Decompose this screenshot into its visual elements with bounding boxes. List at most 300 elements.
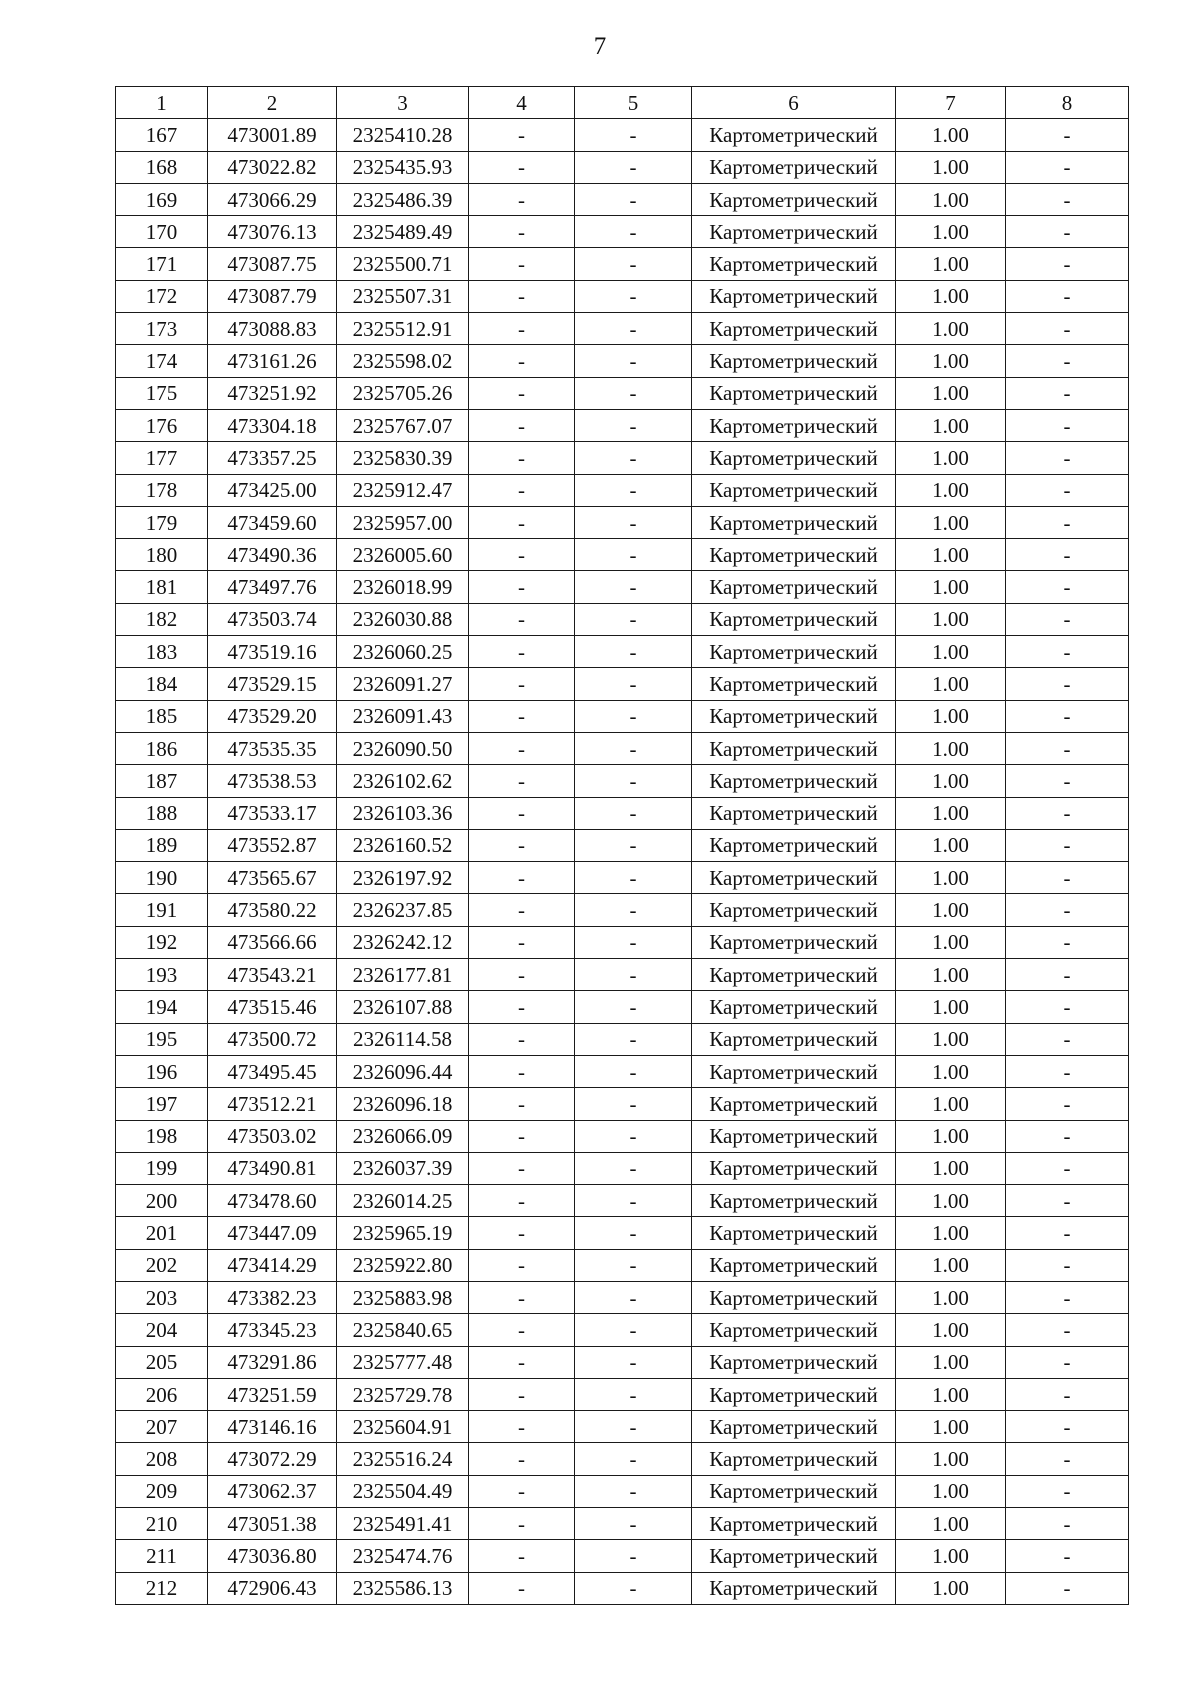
- col-5-cell: -: [575, 991, 692, 1023]
- accuracy-cell: 1.00: [896, 539, 1006, 571]
- method-cell: Картометрический: [692, 1120, 896, 1152]
- col-8-cell: -: [1006, 1314, 1129, 1346]
- col-4-cell: -: [469, 829, 575, 861]
- x-coordinate-cell: 473497.76: [208, 571, 337, 603]
- col-4-cell: -: [469, 119, 575, 151]
- method-cell: Картометрический: [692, 442, 896, 474]
- col-5-cell: -: [575, 1088, 692, 1120]
- col-8-cell: -: [1006, 216, 1129, 248]
- col-5-cell: -: [575, 959, 692, 991]
- x-coordinate-cell: 473533.17: [208, 797, 337, 829]
- col-5-cell: -: [575, 1023, 692, 1055]
- col-8-cell: -: [1006, 1411, 1129, 1443]
- col-4-cell: -: [469, 1411, 575, 1443]
- col-4-cell: -: [469, 1508, 575, 1540]
- y-coordinate-cell: 2326091.43: [337, 700, 469, 732]
- accuracy-cell: 1.00: [896, 862, 1006, 894]
- x-coordinate-cell: 473552.87: [208, 829, 337, 861]
- col-5-cell: -: [575, 442, 692, 474]
- accuracy-cell: 1.00: [896, 1378, 1006, 1410]
- accuracy-cell: 1.00: [896, 636, 1006, 668]
- accuracy-cell: 1.00: [896, 1572, 1006, 1604]
- x-coordinate-cell: 473447.09: [208, 1217, 337, 1249]
- col-8-cell: -: [1006, 1443, 1129, 1475]
- x-coordinate-cell: 473051.38: [208, 1508, 337, 1540]
- x-coordinate-cell: 473251.92: [208, 377, 337, 409]
- accuracy-cell: 1.00: [896, 280, 1006, 312]
- point-number-cell: 190: [116, 862, 208, 894]
- point-number-cell: 167: [116, 119, 208, 151]
- table-row: [116, 765, 1129, 797]
- y-coordinate-cell: 2325957.00: [337, 506, 469, 538]
- x-coordinate-cell: 473519.16: [208, 636, 337, 668]
- table-row: [116, 216, 1129, 248]
- col-4-cell: -: [469, 442, 575, 474]
- method-cell: Картометрический: [692, 1540, 896, 1572]
- x-coordinate-cell: 473580.22: [208, 894, 337, 926]
- col-4-cell: -: [469, 216, 575, 248]
- col-8-cell: -: [1006, 1023, 1129, 1055]
- col-4-cell: -: [469, 1088, 575, 1120]
- y-coordinate-cell: 2325504.49: [337, 1475, 469, 1507]
- x-coordinate-cell: 473072.29: [208, 1443, 337, 1475]
- col-4-cell: -: [469, 1023, 575, 1055]
- col-8-cell: -: [1006, 1508, 1129, 1540]
- point-number-cell: 210: [116, 1508, 208, 1540]
- col-4-cell: -: [469, 1249, 575, 1281]
- x-coordinate-cell: 472906.43: [208, 1572, 337, 1604]
- x-coordinate-cell: 473566.66: [208, 926, 337, 958]
- col-4-cell: -: [469, 474, 575, 506]
- accuracy-cell: 1.00: [896, 409, 1006, 441]
- accuracy-cell: 1.00: [896, 700, 1006, 732]
- col-8-cell: -: [1006, 1572, 1129, 1604]
- col-5-cell: -: [575, 409, 692, 441]
- y-coordinate-cell: 2326103.36: [337, 797, 469, 829]
- point-number-cell: 173: [116, 313, 208, 345]
- table-row: [116, 474, 1129, 506]
- x-coordinate-cell: 473304.18: [208, 409, 337, 441]
- accuracy-cell: 1.00: [896, 765, 1006, 797]
- x-coordinate-cell: 473251.59: [208, 1378, 337, 1410]
- point-number-cell: 194: [116, 991, 208, 1023]
- col-5-cell: -: [575, 1120, 692, 1152]
- table-row: [116, 280, 1129, 312]
- table-row: [116, 1281, 1129, 1313]
- col-4-cell: -: [469, 959, 575, 991]
- col-5-cell: -: [575, 345, 692, 377]
- y-coordinate-cell: 2326060.25: [337, 636, 469, 668]
- table-row: [116, 1475, 1129, 1507]
- y-coordinate-cell: 2325598.02: [337, 345, 469, 377]
- method-cell: Картометрический: [692, 183, 896, 215]
- table-row: [116, 959, 1129, 991]
- table-row: [116, 1314, 1129, 1346]
- col-5-cell: -: [575, 1411, 692, 1443]
- col-8-cell: -: [1006, 862, 1129, 894]
- col-8-cell: -: [1006, 732, 1129, 764]
- col-4-cell: -: [469, 636, 575, 668]
- table-body: [116, 119, 1129, 1605]
- table-row: [116, 539, 1129, 571]
- y-coordinate-cell: 2325586.13: [337, 1572, 469, 1604]
- col-4-cell: -: [469, 1378, 575, 1410]
- table-row: [116, 409, 1129, 441]
- point-number-cell: 181: [116, 571, 208, 603]
- col-8-cell: -: [1006, 1120, 1129, 1152]
- point-number-cell: 189: [116, 829, 208, 861]
- col-8-cell: -: [1006, 959, 1129, 991]
- col-5-cell: -: [575, 1152, 692, 1184]
- x-coordinate-cell: 473345.23: [208, 1314, 337, 1346]
- table-row: [116, 668, 1129, 700]
- col-4-cell: -: [469, 991, 575, 1023]
- y-coordinate-cell: 2326107.88: [337, 991, 469, 1023]
- accuracy-cell: 1.00: [896, 1314, 1006, 1346]
- col-5-cell: -: [575, 539, 692, 571]
- accuracy-cell: 1.00: [896, 829, 1006, 861]
- x-coordinate-cell: 473535.35: [208, 732, 337, 764]
- method-cell: Картометрический: [692, 1572, 896, 1604]
- col-4-cell: -: [469, 1217, 575, 1249]
- point-number-cell: 207: [116, 1411, 208, 1443]
- accuracy-cell: 1.00: [896, 1346, 1006, 1378]
- method-cell: Картометрический: [692, 862, 896, 894]
- table-row: [116, 1540, 1129, 1572]
- col-4-cell: -: [469, 183, 575, 215]
- x-coordinate-cell: 473538.53: [208, 765, 337, 797]
- col-4-cell: -: [469, 1540, 575, 1572]
- header-cell-4: 4: [469, 87, 575, 119]
- col-8-cell: -: [1006, 151, 1129, 183]
- x-coordinate-cell: 473515.46: [208, 991, 337, 1023]
- y-coordinate-cell: 2326037.39: [337, 1152, 469, 1184]
- accuracy-cell: 1.00: [896, 506, 1006, 538]
- point-number-cell: 193: [116, 959, 208, 991]
- x-coordinate-cell: 473076.13: [208, 216, 337, 248]
- x-coordinate-cell: 473414.29: [208, 1249, 337, 1281]
- accuracy-cell: 1.00: [896, 1088, 1006, 1120]
- y-coordinate-cell: 2325912.47: [337, 474, 469, 506]
- method-cell: Картометрический: [692, 409, 896, 441]
- method-cell: Картометрический: [692, 248, 896, 280]
- accuracy-cell: 1.00: [896, 248, 1006, 280]
- point-number-cell: 175: [116, 377, 208, 409]
- point-number-cell: 191: [116, 894, 208, 926]
- accuracy-cell: 1.00: [896, 894, 1006, 926]
- col-8-cell: -: [1006, 926, 1129, 958]
- point-number-cell: 179: [116, 506, 208, 538]
- x-coordinate-cell: 473036.80: [208, 1540, 337, 1572]
- col-5-cell: -: [575, 248, 692, 280]
- table-row: [116, 636, 1129, 668]
- table-row: [116, 313, 1129, 345]
- y-coordinate-cell: 2325767.07: [337, 409, 469, 441]
- accuracy-cell: 1.00: [896, 1540, 1006, 1572]
- table-row: [116, 1217, 1129, 1249]
- header-cell-2: 2: [208, 87, 337, 119]
- point-number-cell: 208: [116, 1443, 208, 1475]
- col-4-cell: -: [469, 1572, 575, 1604]
- y-coordinate-cell: 2325830.39: [337, 442, 469, 474]
- table-row: [116, 183, 1129, 215]
- col-8-cell: -: [1006, 1378, 1129, 1410]
- point-number-cell: 201: [116, 1217, 208, 1249]
- table-row: [116, 797, 1129, 829]
- point-number-cell: 174: [116, 345, 208, 377]
- method-cell: Картометрический: [692, 991, 896, 1023]
- col-8-cell: -: [1006, 636, 1129, 668]
- col-8-cell: -: [1006, 539, 1129, 571]
- x-coordinate-cell: 473529.15: [208, 668, 337, 700]
- method-cell: Картометрический: [692, 700, 896, 732]
- accuracy-cell: 1.00: [896, 1055, 1006, 1087]
- x-coordinate-cell: 473088.83: [208, 313, 337, 345]
- col-4-cell: -: [469, 926, 575, 958]
- col-8-cell: -: [1006, 1249, 1129, 1281]
- method-cell: Картометрический: [692, 636, 896, 668]
- point-number-cell: 188: [116, 797, 208, 829]
- x-coordinate-cell: 473001.89: [208, 119, 337, 151]
- y-coordinate-cell: 2325922.80: [337, 1249, 469, 1281]
- table-row: [116, 1120, 1129, 1152]
- col-4-cell: -: [469, 765, 575, 797]
- y-coordinate-cell: 2325883.98: [337, 1281, 469, 1313]
- page-number: 7: [593, 33, 607, 60]
- col-4-cell: -: [469, 280, 575, 312]
- y-coordinate-cell: 2326177.81: [337, 959, 469, 991]
- col-8-cell: -: [1006, 1475, 1129, 1507]
- col-5-cell: -: [575, 216, 692, 248]
- col-8-cell: -: [1006, 765, 1129, 797]
- accuracy-cell: 1.00: [896, 345, 1006, 377]
- col-5-cell: -: [575, 829, 692, 861]
- point-number-cell: 200: [116, 1185, 208, 1217]
- table-row: [116, 1023, 1129, 1055]
- col-8-cell: -: [1006, 280, 1129, 312]
- y-coordinate-cell: 2326018.99: [337, 571, 469, 603]
- col-5-cell: -: [575, 571, 692, 603]
- table-row: [116, 506, 1129, 538]
- y-coordinate-cell: 2326090.50: [337, 732, 469, 764]
- point-number-cell: 199: [116, 1152, 208, 1184]
- point-number-cell: 204: [116, 1314, 208, 1346]
- col-4-cell: -: [469, 1185, 575, 1217]
- method-cell: Картометрический: [692, 765, 896, 797]
- point-number-cell: 196: [116, 1055, 208, 1087]
- point-number-cell: 170: [116, 216, 208, 248]
- x-coordinate-cell: 473512.21: [208, 1088, 337, 1120]
- col-4-cell: -: [469, 797, 575, 829]
- col-5-cell: -: [575, 603, 692, 635]
- x-coordinate-cell: 473490.36: [208, 539, 337, 571]
- col-4-cell: -: [469, 151, 575, 183]
- x-coordinate-cell: 473062.37: [208, 1475, 337, 1507]
- x-coordinate-cell: 473087.75: [208, 248, 337, 280]
- col-5-cell: -: [575, 1475, 692, 1507]
- y-coordinate-cell: 2325507.31: [337, 280, 469, 312]
- table-row: [116, 151, 1129, 183]
- point-number-cell: 202: [116, 1249, 208, 1281]
- y-coordinate-cell: 2326114.58: [337, 1023, 469, 1055]
- col-4-cell: -: [469, 1152, 575, 1184]
- y-coordinate-cell: 2326160.52: [337, 829, 469, 861]
- x-coordinate-cell: 473146.16: [208, 1411, 337, 1443]
- col-5-cell: -: [575, 474, 692, 506]
- method-cell: Картометрический: [692, 1314, 896, 1346]
- y-coordinate-cell: 2325410.28: [337, 119, 469, 151]
- col-5-cell: -: [575, 1378, 692, 1410]
- col-4-cell: -: [469, 377, 575, 409]
- method-cell: Картометрический: [692, 280, 896, 312]
- accuracy-cell: 1.00: [896, 1443, 1006, 1475]
- method-cell: Картометрический: [692, 345, 896, 377]
- col-5-cell: -: [575, 183, 692, 215]
- method-cell: Картометрический: [692, 959, 896, 991]
- col-8-cell: -: [1006, 506, 1129, 538]
- accuracy-cell: 1.00: [896, 474, 1006, 506]
- table-row: [116, 571, 1129, 603]
- x-coordinate-cell: 473459.60: [208, 506, 337, 538]
- col-5-cell: -: [575, 506, 692, 538]
- method-cell: Картометрический: [692, 1185, 896, 1217]
- method-cell: Картометрический: [692, 603, 896, 635]
- col-5-cell: -: [575, 926, 692, 958]
- col-5-cell: -: [575, 894, 692, 926]
- y-coordinate-cell: 2326066.09: [337, 1120, 469, 1152]
- point-number-cell: 168: [116, 151, 208, 183]
- point-number-cell: 182: [116, 603, 208, 635]
- point-number-cell: 171: [116, 248, 208, 280]
- point-number-cell: 209: [116, 1475, 208, 1507]
- table-row: [116, 442, 1129, 474]
- header-cell-7: 7: [896, 87, 1006, 119]
- method-cell: Картометрический: [692, 1346, 896, 1378]
- point-number-cell: 172: [116, 280, 208, 312]
- x-coordinate-cell: 473495.45: [208, 1055, 337, 1087]
- method-cell: Картометрический: [692, 377, 896, 409]
- y-coordinate-cell: 2325705.26: [337, 377, 469, 409]
- point-number-cell: 197: [116, 1088, 208, 1120]
- method-cell: Картометрический: [692, 119, 896, 151]
- col-5-cell: -: [575, 862, 692, 894]
- table-row: [116, 1185, 1129, 1217]
- y-coordinate-cell: 2325512.91: [337, 313, 469, 345]
- y-coordinate-cell: 2325500.71: [337, 248, 469, 280]
- col-8-cell: -: [1006, 991, 1129, 1023]
- col-8-cell: -: [1006, 409, 1129, 441]
- col-5-cell: -: [575, 732, 692, 764]
- method-cell: Картометрический: [692, 1152, 896, 1184]
- accuracy-cell: 1.00: [896, 1411, 1006, 1443]
- accuracy-cell: 1.00: [896, 926, 1006, 958]
- x-coordinate-cell: 473503.74: [208, 603, 337, 635]
- y-coordinate-cell: 2325474.76: [337, 1540, 469, 1572]
- col-5-cell: -: [575, 151, 692, 183]
- table-row: [116, 1055, 1129, 1087]
- method-cell: Картометрический: [692, 539, 896, 571]
- point-number-cell: 192: [116, 926, 208, 958]
- table-row: [116, 991, 1129, 1023]
- x-coordinate-cell: 473490.81: [208, 1152, 337, 1184]
- accuracy-cell: 1.00: [896, 183, 1006, 215]
- coordinates-table: [115, 86, 1129, 1605]
- y-coordinate-cell: 2325435.93: [337, 151, 469, 183]
- accuracy-cell: 1.00: [896, 1508, 1006, 1540]
- accuracy-cell: 1.00: [896, 1152, 1006, 1184]
- method-cell: Картометрический: [692, 151, 896, 183]
- method-cell: Картометрический: [692, 668, 896, 700]
- col-5-cell: -: [575, 1508, 692, 1540]
- accuracy-cell: 1.00: [896, 1185, 1006, 1217]
- x-coordinate-cell: 473425.00: [208, 474, 337, 506]
- col-8-cell: -: [1006, 1281, 1129, 1313]
- point-number-cell: 178: [116, 474, 208, 506]
- point-number-cell: 203: [116, 1281, 208, 1313]
- method-cell: Картометрический: [692, 1055, 896, 1087]
- accuracy-cell: 1.00: [896, 603, 1006, 635]
- y-coordinate-cell: 2325604.91: [337, 1411, 469, 1443]
- method-cell: Картометрический: [692, 1249, 896, 1281]
- accuracy-cell: 1.00: [896, 571, 1006, 603]
- point-number-cell: 185: [116, 700, 208, 732]
- method-cell: Картометрический: [692, 1443, 896, 1475]
- col-8-cell: -: [1006, 183, 1129, 215]
- col-8-cell: -: [1006, 1055, 1129, 1087]
- method-cell: Картометрический: [692, 474, 896, 506]
- col-5-cell: -: [575, 1346, 692, 1378]
- table-row: [116, 829, 1129, 861]
- col-4-cell: -: [469, 732, 575, 764]
- point-number-cell: 177: [116, 442, 208, 474]
- method-cell: Картометрический: [692, 571, 896, 603]
- col-5-cell: -: [575, 1249, 692, 1281]
- col-8-cell: -: [1006, 829, 1129, 861]
- y-coordinate-cell: 2326096.18: [337, 1088, 469, 1120]
- col-5-cell: -: [575, 313, 692, 345]
- col-8-cell: -: [1006, 1346, 1129, 1378]
- col-5-cell: -: [575, 636, 692, 668]
- col-4-cell: -: [469, 1475, 575, 1507]
- header-cell-3: 3: [337, 87, 469, 119]
- col-4-cell: -: [469, 248, 575, 280]
- col-5-cell: -: [575, 1540, 692, 1572]
- col-8-cell: -: [1006, 1088, 1129, 1120]
- table-row: [116, 345, 1129, 377]
- point-number-cell: 183: [116, 636, 208, 668]
- method-cell: Картометрический: [692, 829, 896, 861]
- x-coordinate-cell: 473565.67: [208, 862, 337, 894]
- col-4-cell: -: [469, 1281, 575, 1313]
- accuracy-cell: 1.00: [896, 313, 1006, 345]
- col-5-cell: -: [575, 377, 692, 409]
- table-row: [116, 700, 1129, 732]
- col-8-cell: -: [1006, 1217, 1129, 1249]
- col-4-cell: -: [469, 506, 575, 538]
- accuracy-cell: 1.00: [896, 442, 1006, 474]
- col-8-cell: -: [1006, 571, 1129, 603]
- method-cell: Картометрический: [692, 1411, 896, 1443]
- y-coordinate-cell: 2325729.78: [337, 1378, 469, 1410]
- accuracy-cell: 1.00: [896, 797, 1006, 829]
- accuracy-cell: 1.00: [896, 151, 1006, 183]
- table-row: [116, 119, 1129, 151]
- col-5-cell: -: [575, 119, 692, 151]
- table-row: [116, 248, 1129, 280]
- col-4-cell: -: [469, 1055, 575, 1087]
- col-5-cell: -: [575, 1281, 692, 1313]
- method-cell: Картометрический: [692, 1281, 896, 1313]
